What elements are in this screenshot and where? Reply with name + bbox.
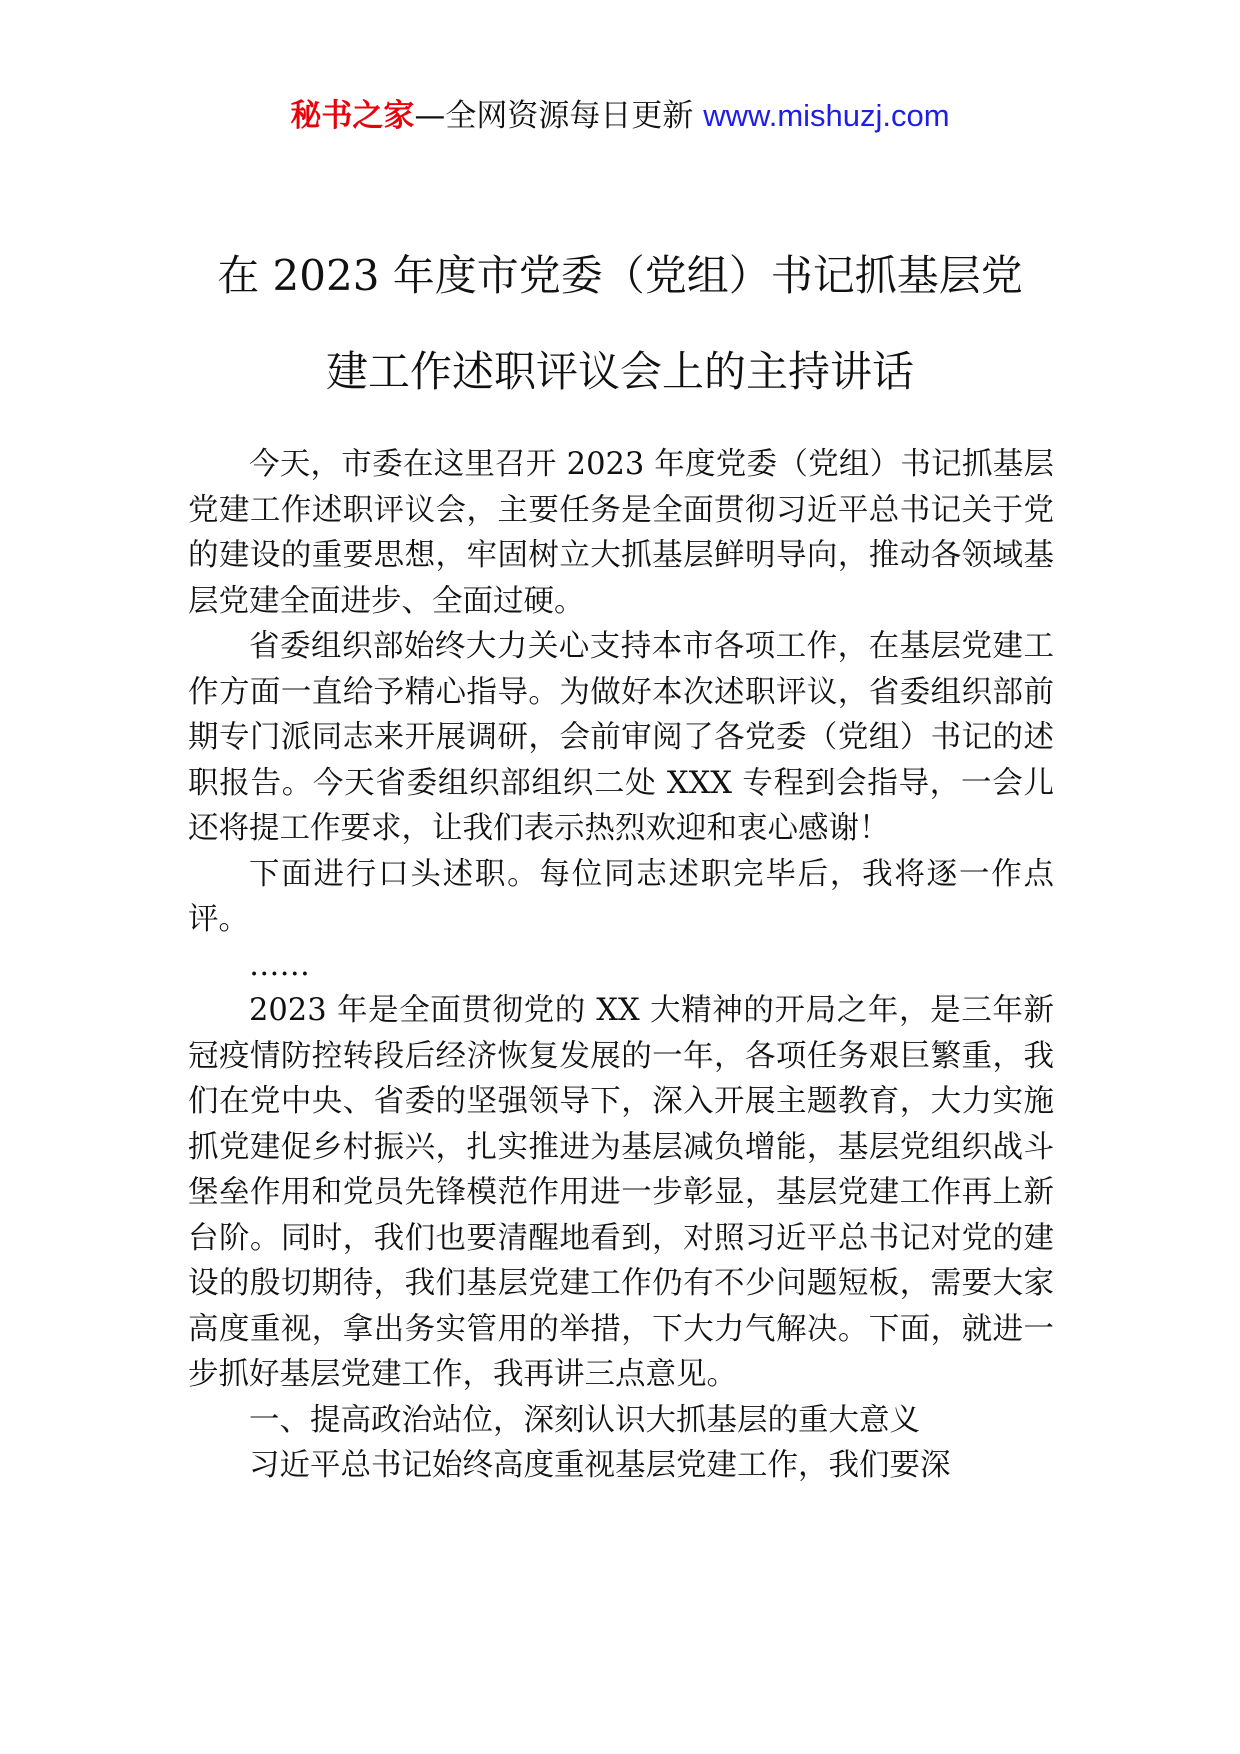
site-url-link[interactable]: www.mishuzj.com	[703, 98, 950, 133]
paragraph-review: 2023 年是全面贯彻党的 XX 大精神的开局之年，是三年新冠疫情防控转段后经济恢复发展的一年，各项任务艰巨繁重，我们在党中央、省委的坚强领导下，深入开展主题教育，大力实施抓党建促乡村振兴，扎实推进为基层减负增能，基层党组织战斗堡垒作用和党员先锋模范作用进一步彰显，基层党建工作再上新台阶。同时，我们也要清醒地看到，对照习近平总书记对党的建设的殷切期待，我们基层党建工作仍有不少问题短板，需要大家高度重视，拿出务实管用的举措，下大力气解决。下面，就进一步抓好基层党建工作，我再讲三点意见。	[188, 993, 1054, 1392]
title-line-1: 在 2023 年度市党委（党组）书记抓基层党	[217, 251, 1023, 300]
site-header	[0, 96, 1240, 136]
paragraph-opening: 今天，市委在这里召开 2023 年度党委（党组）书记抓基层党建工作述职评议会，主要任务是全面贯彻习近平总书记关于党的建设的重要思想，牢固树立大抓基层鲜明导向，推动各领域基层党建全面进步、全面过硬。	[188, 447, 1054, 619]
section-heading-1: 一、提高政治站位，深刻认识大抓基层的重大意义	[249, 1402, 920, 1438]
paragraph-section-1: 习近平总书记始终高度重视基层党建工作，我们要深	[249, 1448, 951, 1483]
site-brand: 秘书之家	[290, 98, 415, 134]
paragraph-thanks: 省委组织部始终大力关心支持本市各项工作，在基层党建工作方面一直给予精心指导。为做好本次述职评议，省委组织部前期专门派同志来开展调研，会前审阅了各党委（党组）书记的述职报告。今天省委组织部组织二处 XXX 专程到会指导，一会儿还将提工作要求，让我们表示热烈欢迎和衷心感谢！	[188, 629, 1054, 846]
paragraph-procedure: 下面进行口头述职。每位同志述职完毕后，我将逐一作点评。	[188, 856, 1054, 937]
document-body	[188, 442, 1054, 1489]
site-slogan: —全网资源每日更新	[414, 98, 704, 134]
title-line-2: 建工作述职评议会上的主持讲话	[325, 347, 914, 396]
document-title	[150, 228, 1090, 420]
paragraph-ellipsis: ……	[249, 947, 310, 983]
